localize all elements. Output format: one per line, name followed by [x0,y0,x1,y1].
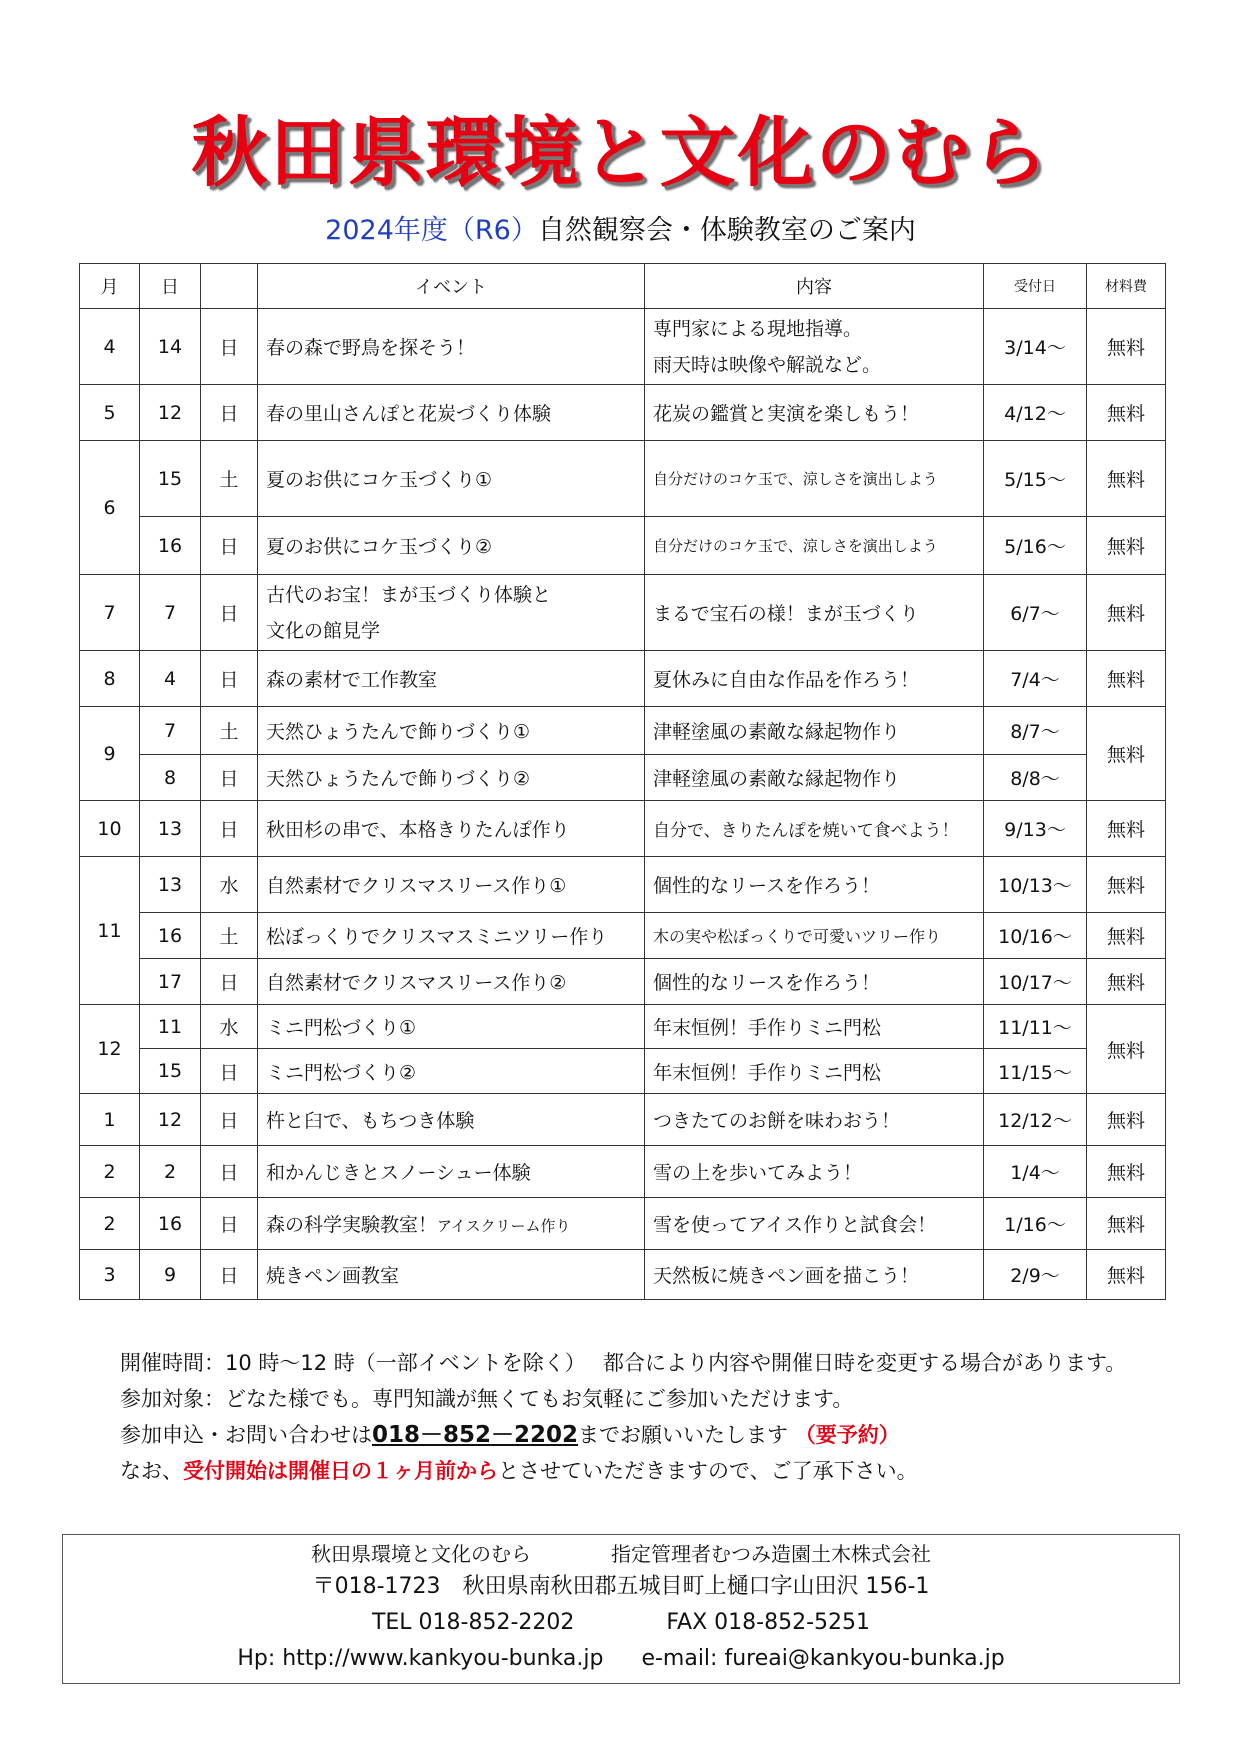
event-cell: 天然ひょうたんで飾りづくり② [258,755,645,801]
table-row [80,309,1166,385]
weekday-cell: 日 [201,575,258,651]
weekday-cell: 日 [201,1146,258,1198]
event-cell [258,1198,645,1250]
event-cell: 天然ひょうたんで飾りづくり① [258,707,645,755]
reception-cell: 12/12～ [984,1094,1087,1146]
material-cell: 無料 [1087,857,1166,913]
day-cell: 17 [140,959,201,1005]
table-row [80,517,1166,575]
subtitle-year: 2024年度（R6） [325,215,538,246]
event-cell: ミニ門松づくり② [258,1049,645,1094]
footer-email: e-mail: fureai@kankyou-bunka.jp [641,1646,1005,1671]
event-cell: 秋田杉の串で、本格きりたんぽ作り [258,801,645,857]
event-cell: 春の森で野鳥を探そう！ [258,309,645,385]
content-cell: 夏休みに自由な作品を作ろう！ [645,651,984,707]
month-cell: 3 [80,1250,140,1300]
table-row [80,651,1166,707]
material-cell: 無料 [1087,1198,1166,1250]
header-content: 内容 [645,264,984,309]
material-cell: 無料 [1087,385,1166,441]
content-cell: つきたてのお餅を味わおう！ [645,1094,984,1146]
month-cell: 2 [80,1146,140,1198]
event-line: 文化の館見学 [266,619,381,642]
header-day: 日 [140,264,201,309]
subtitle [0,208,1241,247]
material-cell: 無料 [1087,707,1166,801]
reception-cell: 10/13～ [984,857,1087,913]
event-line: 古代のお宝！まが玉づくり体験と [266,583,552,606]
note-contact-mid: までお願いいたします [578,1423,789,1447]
material-cell: 無料 [1087,1250,1166,1300]
note-reception [120,1453,1126,1489]
footer-homepage: Hp: http://www.kankyou-bunka.jp [237,1646,604,1671]
event-cell [258,575,645,651]
material-cell: 無料 [1087,651,1166,707]
content-cell: 雪の上を歩いてみよう！ [645,1146,984,1198]
table-row [80,857,1166,913]
header-event: イベント [258,264,645,309]
reception-cell: 1/16～ [984,1198,1087,1250]
table-row [80,441,1166,517]
material-cell: 無料 [1087,575,1166,651]
content-cell: 個性的なリースを作ろう！ [645,959,984,1005]
reception-cell: 11/15～ [984,1049,1087,1094]
month-cell: 12 [80,1005,140,1094]
month-cell: 5 [80,385,140,441]
table-row [80,1198,1166,1250]
notes [120,1345,1126,1489]
schedule-table [79,263,1166,1300]
weekday-cell: 土 [201,707,258,755]
header-material: 材料費 [1087,264,1166,309]
weekday-cell: 日 [201,1094,258,1146]
reception-cell: 6/7～ [984,575,1087,651]
content-cell [645,309,984,385]
weekday-cell: 水 [201,1005,258,1049]
content-cell: 自分で、きりたんぽを焼いて食べよう！ [645,801,984,857]
material-cell: 無料 [1087,309,1166,385]
material-cell: 無料 [1087,1005,1166,1094]
reception-cell: 5/15～ [984,441,1087,517]
weekday-cell: 日 [201,1250,258,1300]
day-cell: 11 [140,1005,201,1049]
event-main: 森の科学実験教室！ [266,1214,438,1236]
event-cell: ミニ門松づくり① [258,1005,645,1049]
content-cell: 雪を使ってアイス作りと試食会！ [645,1198,984,1250]
day-cell: 7 [140,707,201,755]
day-cell: 14 [140,309,201,385]
month-cell: 4 [80,309,140,385]
material-cell: 無料 [1087,441,1166,517]
content-cell: 津軽塗風の素敵な縁起物作り [645,755,984,801]
event-cell: 松ぼっくりでクリスマスミニツリー作り [258,913,645,959]
material-cell: 無料 [1087,801,1166,857]
table-row [80,1005,1166,1049]
weekday-cell: 日 [201,1049,258,1094]
content-cell: 年末恒例！手作りミニ門松 [645,1005,984,1049]
event-cell: 森の素材で工作教室 [258,651,645,707]
day-cell: 15 [140,441,201,517]
table-row [80,1146,1166,1198]
reception-cell: 10/16～ [984,913,1087,959]
day-cell: 4 [140,651,201,707]
weekday-cell: 日 [201,1198,258,1250]
note-target: 参加対象：どなた様でも。専門知識が無くてもお気軽にご参加いただけます。 [120,1387,854,1411]
content-cell: まるで宝石の様！まが玉づくり [645,575,984,651]
reception-cell: 8/8～ [984,755,1087,801]
contact-phone: 018－852－2202 [372,1422,579,1448]
material-cell: 無料 [1087,913,1166,959]
event-cell: 杵と臼で、もちつき体験 [258,1094,645,1146]
reception-cell: 3/14～ [984,309,1087,385]
day-cell: 12 [140,385,201,441]
material-cell: 無料 [1087,959,1166,1005]
event-cell: 春の里山さんぽと花炭づくり体験 [258,385,645,441]
table-row [80,1250,1166,1300]
weekday-cell: 土 [201,441,258,517]
weekday-cell: 日 [201,755,258,801]
day-cell: 15 [140,1049,201,1094]
note-reception-post: とさせていただきますので、ご了承下さい。 [498,1459,918,1483]
table-row [80,959,1166,1005]
footer-manager: 指定管理者むつみ造園土木株式会社 [611,1542,931,1566]
content-cell: 花炭の鑑賞と実演を楽しもう！ [645,385,984,441]
month-cell: 6 [80,441,140,575]
reception-cell: 2/9～ [984,1250,1087,1300]
event-cell: 夏のお供にコケ玉づくり② [258,517,645,575]
event-small: アイスクリーム作り [437,1217,571,1235]
reception-cell: 4/12～ [984,385,1087,441]
month-cell: 11 [80,857,140,1005]
weekday-cell: 日 [201,385,258,441]
weekday-cell: 日 [201,801,258,857]
day-cell: 16 [140,1198,201,1250]
material-cell: 無料 [1087,1146,1166,1198]
note-hours: 開催時間：10 時～12 時（一部イベントを除く） 都合により内容や開催日時を変更する場合があります。 [120,1351,1127,1375]
weekday-cell: 土 [201,913,258,959]
table-row [80,755,1166,801]
weekday-cell: 水 [201,857,258,913]
weekday-cell: 日 [201,651,258,707]
header-month: 月 [80,264,140,309]
event-cell: 焼きペン画教室 [258,1250,645,1300]
note-contact [120,1417,1126,1453]
note-contact-pre: 参加申込・お問い合わせは [120,1423,372,1447]
note-reception-pre: なお、 [120,1459,183,1483]
weekday-cell: 日 [201,517,258,575]
material-cell: 無料 [1087,1094,1166,1146]
footer-box [62,1534,1180,1684]
event-cell: 夏のお供にコケ玉づくり① [258,441,645,517]
table-row [80,1094,1166,1146]
day-cell: 13 [140,801,201,857]
month-cell: 1 [80,1094,140,1146]
content-line: 雨天時は映像や解説など。 [653,353,882,376]
reception-cell: 10/17～ [984,959,1087,1005]
reservation-required: （要予約） [794,1423,900,1447]
page-title: 秋田県環境と文化のむら [191,108,1050,197]
day-cell: 8 [140,755,201,801]
content-cell: 木の実や松ぼっくりで可愛いツリー作り [645,913,984,959]
day-cell: 7 [140,575,201,651]
table-row [80,1049,1166,1094]
month-cell: 9 [80,707,140,801]
weekday-cell: 日 [201,959,258,1005]
header-weekday [201,264,258,309]
event-cell: 自然素材でクリスマスリース作り② [258,959,645,1005]
month-cell: 7 [80,575,140,651]
content-cell: 年末恒例！手作りミニ門松 [645,1049,984,1094]
footer-address: 〒018-1723 秋田県南秋田郡五城目町上樋口字山田沢 156-1 [312,1574,930,1599]
footer-fax: FAX 018-852-5251 [666,1610,871,1635]
content-cell: 個性的なリースを作ろう！ [645,857,984,913]
table-row [80,913,1166,959]
reception-cell: 1/4～ [984,1146,1087,1198]
reception-cell: 8/7～ [984,707,1087,755]
month-cell: 10 [80,801,140,857]
table-row [80,801,1166,857]
weekday-cell: 日 [201,309,258,385]
footer-org: 秋田県環境と文化のむら [311,1542,531,1566]
content-cell: 天然板に焼きペン画を描こう！ [645,1250,984,1300]
material-cell: 無料 [1087,517,1166,575]
reception-cell: 7/4～ [984,651,1087,707]
footer-tel: TEL 018-852-2202 [371,1610,575,1635]
content-cell: 自分だけのコケ玉で、涼しさを演出しよう [645,517,984,575]
day-cell: 16 [140,913,201,959]
header-reception: 受付日 [984,264,1087,309]
reception-start-note: 受付開始は開催日の１ヶ月前から [183,1459,498,1483]
reception-cell: 5/16～ [984,517,1087,575]
reception-cell: 9/13～ [984,801,1087,857]
table-row [80,707,1166,755]
day-cell: 12 [140,1094,201,1146]
subtitle-rest: 自然観察会・体験教室のご案内 [537,215,916,246]
month-cell: 8 [80,651,140,707]
month-cell: 2 [80,1198,140,1250]
day-cell: 9 [140,1250,201,1300]
day-cell: 2 [140,1146,201,1198]
event-cell: 和かんじきとスノーシュー体験 [258,1146,645,1198]
content-line: 専門家による現地指導。 [653,317,863,340]
event-cell: 自然素材でクリスマスリース作り① [258,857,645,913]
day-cell: 13 [140,857,201,913]
day-cell: 16 [140,517,201,575]
content-cell: 自分だけのコケ玉で、涼しさを演出しよう [645,441,984,517]
table-row [80,575,1166,651]
reception-cell: 11/11～ [984,1005,1087,1049]
content-cell: 津軽塗風の素敵な縁起物作り [645,707,984,755]
table-row [80,385,1166,441]
table-header-row [80,264,1166,309]
